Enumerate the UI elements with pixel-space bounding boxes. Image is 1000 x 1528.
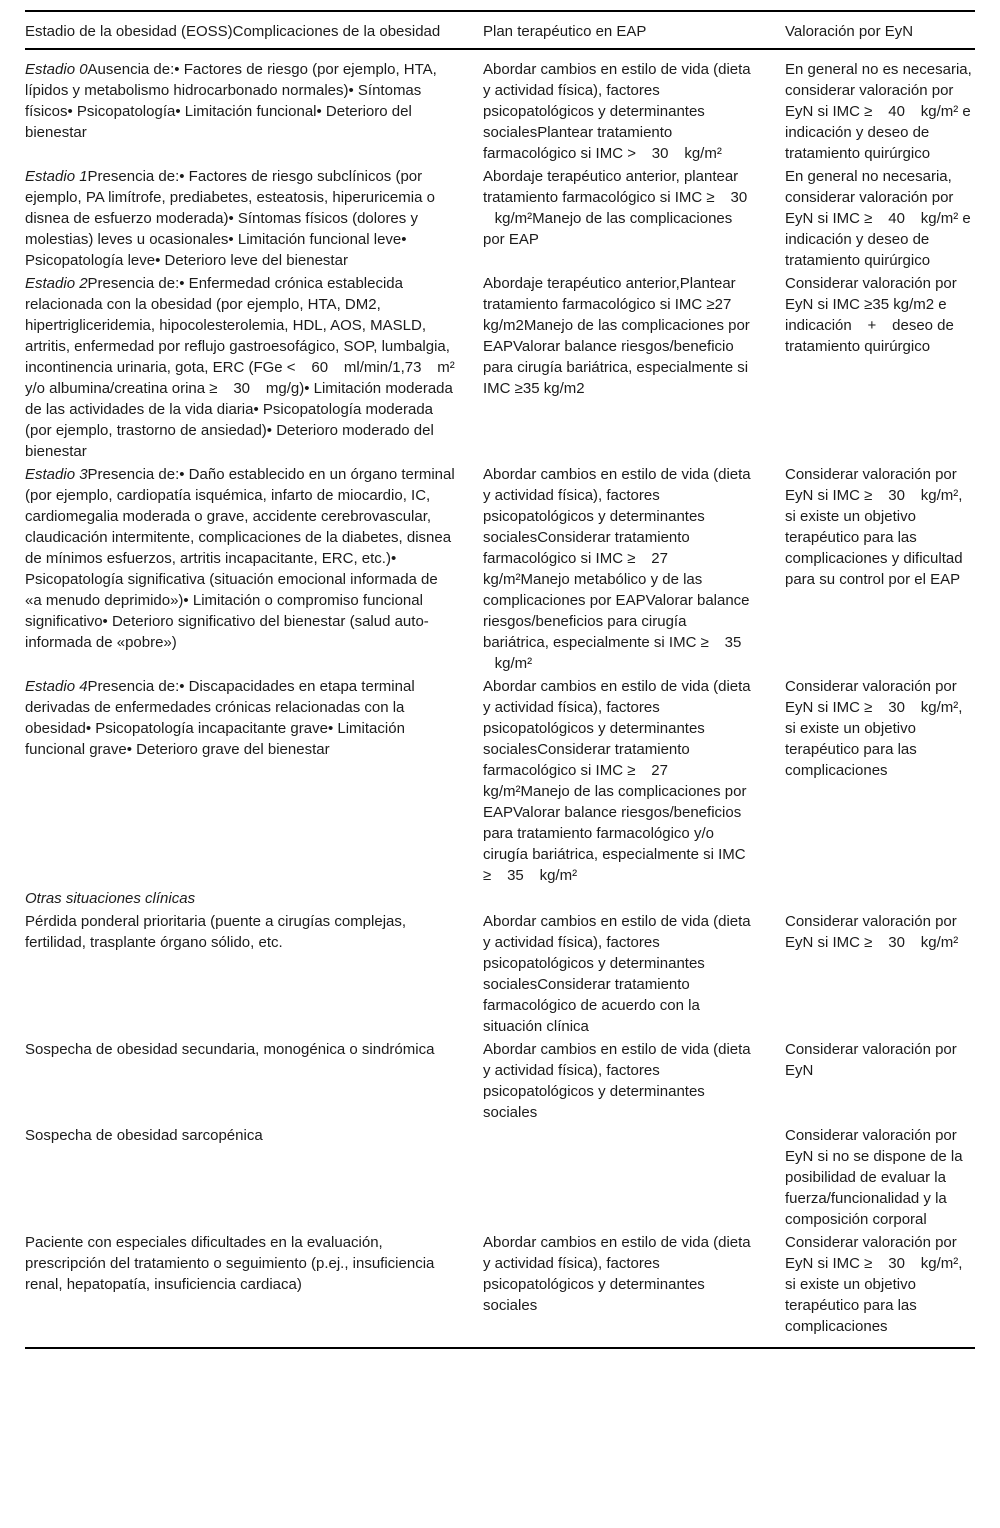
stage-row-estadio-3 [25, 464, 975, 674]
plan-cell: Abordar cambios en estilo de vida (dieta y actividad física), factores psicopatológicos y determinantes socialesConsiderar tratamiento farmacológico de acuerdo con la situación clínica [483, 913, 751, 1035]
plan-cell: Abordaje terapéutico anterior, plantear tratamiento farmacológico si IMC ≥ 30 kg/m²Manejo de las complicaciones por EAP [483, 168, 748, 248]
section-label: Otras situaciones clínicas [25, 890, 196, 907]
stage-label: Estadio 4 [25, 678, 88, 695]
stage-description-cell [25, 676, 483, 760]
valoracion-cell: Considerar valoración por EyN si IMC ≥ 30 kg/m² [785, 913, 959, 951]
valoracion-cell: En general no necesaria, considerar valoración por EyN si IMC ≥ 40 kg/m² e indicación y deseo de tratamiento quirúrgico [785, 168, 971, 269]
stage-row-estadio-1 [25, 166, 975, 271]
eoss-table [25, 10, 975, 1349]
valoracion-cell: Considerar valoración por EyN si IMC ≥35 kg/m2 e indicación + deseo de tratamiento quirúrgico [785, 275, 957, 355]
stage-row-estadio-4 [25, 676, 975, 886]
plan-cell: Abordaje terapéutico anterior,Plantear tratamiento farmacológico si IMC ≥27 kg/m2Manejo de las complicaciones por EAPValorar balance riesgos/beneficio para cirugía bariátrica, especialmente si IMC ≥35 kg/m2 [483, 275, 750, 397]
plan-cell: Abordar cambios en estilo de vida (dieta y actividad física), factores psicopatológicos y determinantes socialesConsiderar tratamiento farmacológico si IMC ≥ 27 kg/m²Manejo de las complicaciones por EAPValorar balance riesgos/beneficios para tratamiento farmacológico y/o cirugía bariátrica, especialmente si IMC ≥ 35 kg/m² [483, 678, 751, 884]
situation-cell: Sospecha de obesidad secundaria, monogénica o sindrómica [25, 1041, 435, 1058]
valoracion-cell: Considerar valoración por EyN si IMC ≥ 30 kg/m², si existe un objetivo terapéutico para las complicaciones [785, 1234, 963, 1335]
other-row-obesidad-sarcopenica [25, 1125, 975, 1230]
stage-description-cell [25, 166, 483, 271]
stage-description-cell [25, 273, 483, 462]
stage-description: Presencia de:• Factores de riesgo subclínicos (por ejemplo, PA limítrofe, prediabetes, esteatosis, hiperuricemia o disnea de esfuerzo moderada)• Síntomas físicos (dolores y molestias) leves u ocasionales• Limitación funcional leve• Psicopatología leve• Deterioro leve del bienestar [25, 168, 435, 269]
header-cell-valoracion: Valoración por EyN [785, 23, 914, 40]
valoracion-cell: Considerar valoración por EyN si IMC ≥ 30 kg/m², si existe un objetivo terapéutico para las complicaciones [785, 678, 963, 779]
stage-description-cell [25, 464, 483, 653]
stage-description-cell [25, 59, 483, 143]
situation-cell: Pérdida ponderal prioritaria (puente a cirugías complejas, fertilidad, trasplante órgano sólido, etc. [25, 913, 407, 951]
plan-cell: Abordar cambios en estilo de vida (dieta y actividad física), factores psicopatológicos y determinantes socialesConsiderar tratamiento farmacológico si IMC ≥ 27 kg/m²Manejo metabólico y de las complicaciones por EAPValorar balance riesgos/beneficios para cirugía bariátrica, especialmente si IMC ≥ 35 kg/m² [483, 466, 751, 672]
stage-label: Estadio 2 [25, 275, 88, 292]
other-row-perdida-ponderal [25, 911, 975, 1037]
stage-label: Estadio 3 [25, 466, 88, 483]
section-row-otras-situaciones [25, 888, 975, 909]
stage-description: Presencia de:• Discapacidades en etapa terminal derivadas de enfermedades crónicas relacionadas con la obesidad• Psicopatología incapacitante grave• Limitación funcional grave• Deterioro grave del bienestar [25, 678, 415, 758]
situation-cell: Paciente con especiales dificultades en la evaluación, prescripción del tratamiento o seguimiento (p.ej., insuficiencia renal, hepatopatía, insuficiencia cardiaca) [25, 1234, 435, 1293]
valoracion-cell: Considerar valoración por EyN si IMC ≥ 30 kg/m², si existe un objetivo terapéutico para las complicaciones y dificultad para su control por el EAP [785, 466, 963, 588]
other-row-obesidad-secundaria [25, 1039, 975, 1123]
stage-label: Estadio 1 [25, 168, 88, 185]
stage-row-estadio-2 [25, 273, 975, 462]
stage-description: Presencia de:• Daño establecido en un órgano terminal (por ejemplo, cardiopatía isquémica, infarto de miocardio, IC, cardiomegalia moderada o grave, accidente cerebrovascular, claudicación intermitente, complicaciones de la diabetes, disnea de mínimos esfuerzos, artritis incapacitante, ERC, etc.)• Psicopatología significativa (situación emocional informada de «a menudo deprimido»)• Limitación o compromiso funcional significativo• Deterioro significativo del bienestar (salud auto-informada de «pobre») [25, 466, 455, 651]
table-body [25, 52, 975, 1347]
valoracion-cell: En general no es necesaria, considerar valoración por EyN si IMC ≥ 40 kg/m² e indicación y deseo de tratamiento quirúrgico [785, 61, 972, 162]
situation-cell: Sospecha de obesidad sarcopénica [25, 1127, 263, 1144]
plan-cell: Abordar cambios en estilo de vida (dieta y actividad física), factores psicopatológicos y determinantes socialesPlantear tratamiento farmacológico si IMC > 30 kg/m² [483, 61, 751, 162]
stage-label: Estadio 0 [25, 61, 88, 78]
header-cell-plan: Plan terapéutico en EAP [483, 23, 647, 40]
plan-cell: Abordar cambios en estilo de vida (dieta y actividad física), factores psicopatológicos y determinantes sociales [483, 1234, 751, 1314]
table-header-row [25, 12, 975, 50]
valoracion-cell: Considerar valoración por EyN [785, 1041, 957, 1079]
plan-cell: Abordar cambios en estilo de vida (dieta y actividad física), factores psicopatológicos y determinantes sociales [483, 1041, 751, 1121]
header-cell-estadio: Estadio de la obesidad (EOSS)Complicaciones de la obesidad [25, 23, 441, 40]
other-row-dificultades-evaluacion [25, 1232, 975, 1337]
stage-description: Ausencia de:• Factores de riesgo (por ejemplo, HTA, lípidos y metabolismo hidrocarbonado normales)• Síntomas físicos• Psicopatología• Limitación funcional• Deterioro del bienestar [25, 61, 437, 141]
stage-row-estadio-0 [25, 59, 975, 164]
valoracion-cell: Considerar valoración por EyN si no se dispone de la posibilidad de evaluar la fuerza/funcionalidad y la composición corporal [785, 1127, 963, 1228]
stage-description: Presencia de:• Enfermedad crónica establecida relacionada con la obesidad (por ejemplo, HTA, DM2, hipertrigliceridemia, hipocolesterolemia, HDL, AOS, MASLD, artritis, enfermedad por reflujo gastroesofágico, SOP, lumbalgia, incontinencia urinaria, gota, ERC (FGe < 60 ml/min/1,73 m² y/o albumina/creatina orina ≥ 30 mg/g)• Limitación moderada de las actividades de la vida diaria• Psicopatología moderada (por ejemplo, trastorno de ansiedad)• Deterioro moderado del bienestar [25, 275, 455, 460]
